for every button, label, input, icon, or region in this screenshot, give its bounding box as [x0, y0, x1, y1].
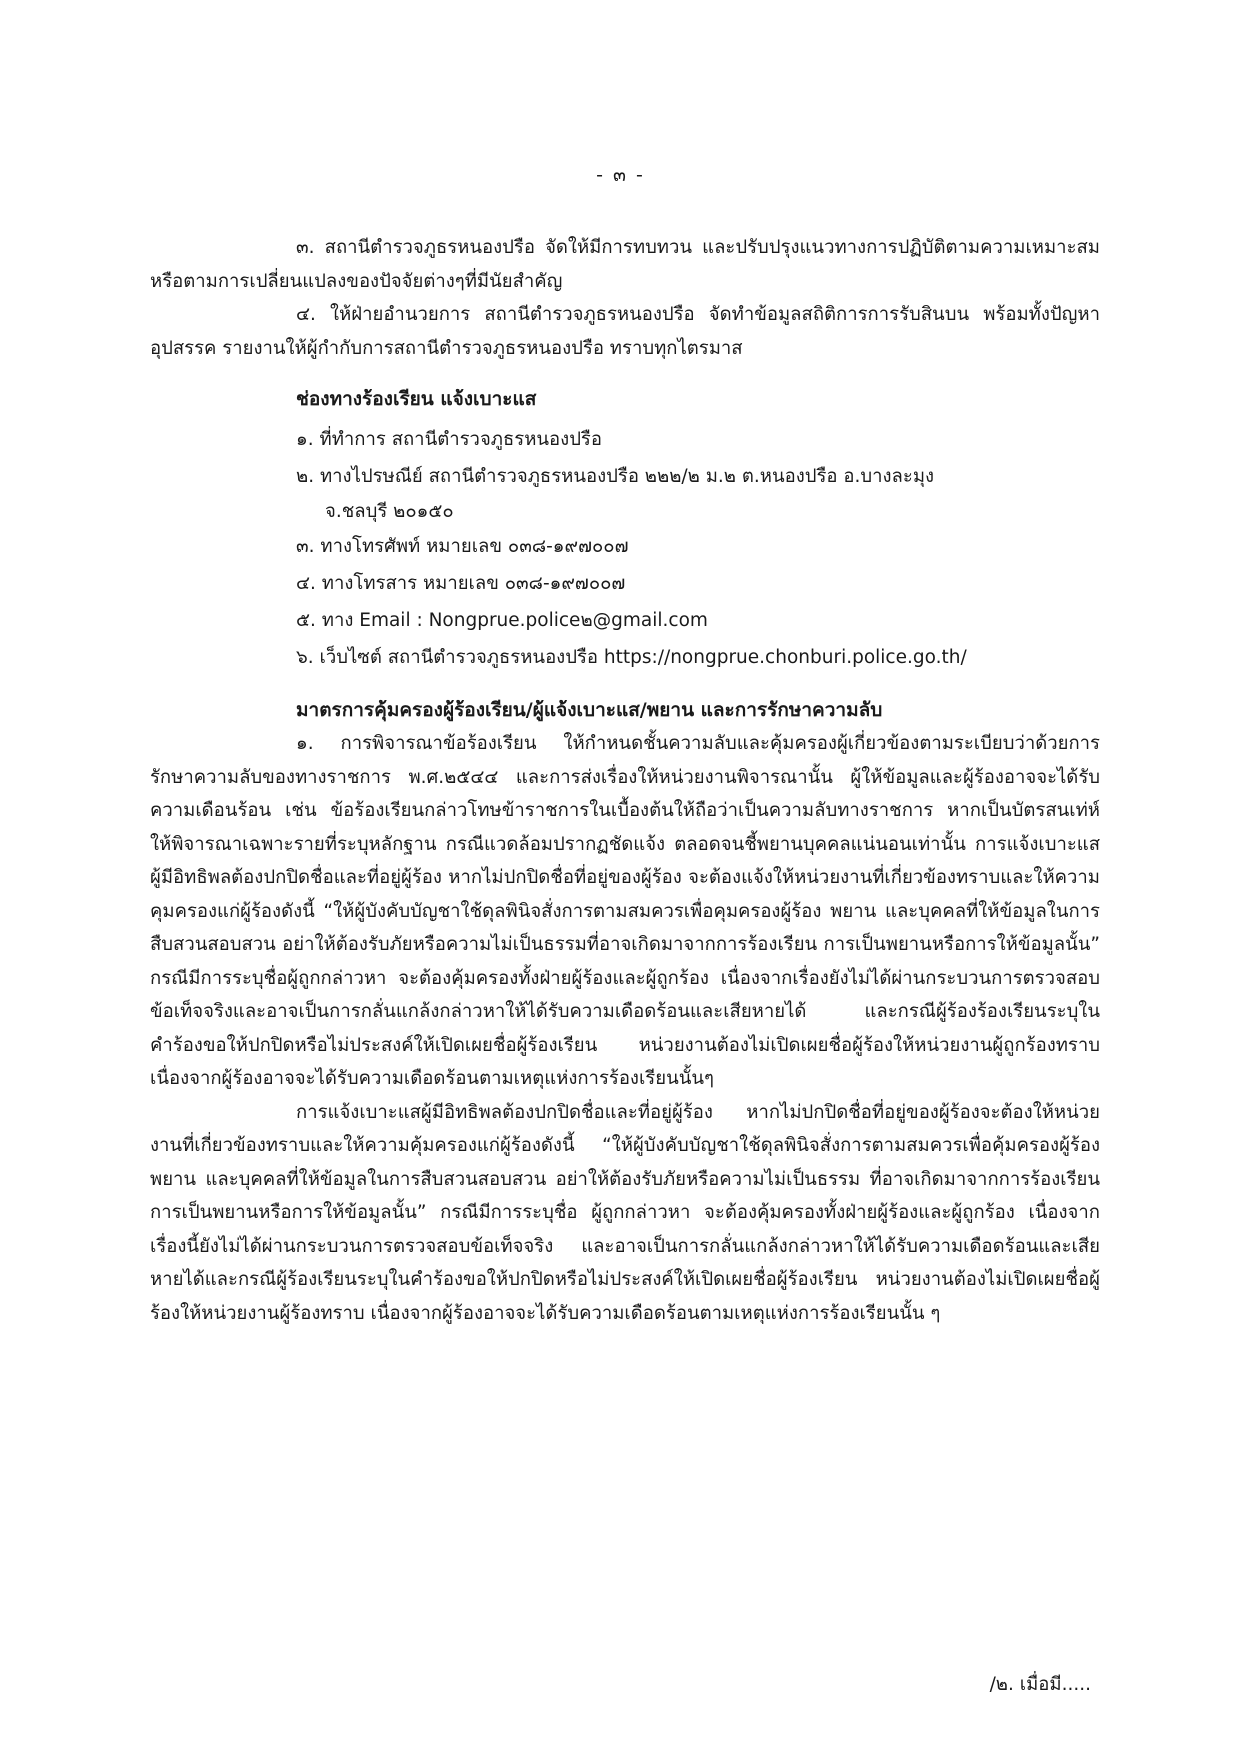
channel-item: ๖. เว็บไซต์ สถานีตำรวจภูธรหนองปรือ https://nongprue.chonburi.police.go.th/ — [296, 646, 967, 668]
intro-paragraph-3: ๓. สถานีตำรวจภูธรหนองปรือ จัดให้มีการทบทวน และปรับปรุงแนวทางการปฏิบัติตามความเหมาะสมหรือตามการเปลี่ยนแปลงของปัจจัยต่างๆที่มีนัยสำคัญ — [150, 237, 1100, 292]
protection-paragraph-2: การแจ้งเบาะแสผู้มีอิทธิพลต้องปกปิดชื่อและที่อยู่ผู้ร้อง หากไม่ปกปิดชื่อที่อยู่ของผู้ร้องจะต้องให้หน่วยงานที่เกี่ยวข้องทราบและให้ความคุ้มครองแก่ผู้ร้องดังนี้ “ให้ผู้บังคับบัญชาใช้ดุลพินิจสั่งการตามสมควรเพื่อคุ้มครองผู้ร้อง พยาน และบุคคลที่ให้ข้อมูลในการสืบสวนสอบสวน อย่าให้ต้องรับภัยหรือความไม่เป็นธรรม ที่อาจเกิดมาจากการร้องเรียน การเป็นพยานหรือการให้ข้อมูลนั้น” กรณีมีการระบุชื่อ ผู้ถูกกล่าวหา จะต้องคุ้มครองทั้งฝ่ายผู้ร้องและผู้ถูกร้อง เนื่องจากเรื่องนี้ยังไม่ได้ผ่านกระบวนการตรวจสอบข้อเท็จจริง และอาจเป็นการกลั่นแกล้งกล่าวหาให้ได้รับความเดือดร้อนและเสียหายได้และกรณีผู้ร้องเรียนระบุในคำร้องขอให้ปกปิดหรือไม่ประสงค์ให้เปิดเผยชื่อผู้ร้องเรียน หน่วยงานต้องไม่เปิดเผยชื่อผู้ร้องให้หน่วยงานผู้ร้องทราบ เนื่องจากผู้ร้องอาจจะได้รับความเดือดร้อนตามเหตุแห่งการร้องเรียนนั้น ๆ — [150, 1101, 1100, 1324]
channels-list — [150, 421, 1100, 676]
intro-paragraph-4: ๔. ให้ฝ่ายอำนวยการ สถานีตำรวจภูธรหนองปรือ จัดทำข้อมูลสถิติการการรับสินบน พร้อมทั้งปัญหา อุปสรรค รายงานให้ผู้กำกับการสถานีตำรวจภูธรหนองปรือ ทราบทุกไตรมาส — [150, 304, 1100, 359]
channels-heading: ช่องทางร้องเรียน แจ้งเบาะแส — [296, 388, 537, 410]
document-body — [150, 231, 1100, 1330]
channel-item: ๕. ทาง Email : Nongprue.police๒@gmail.com — [296, 609, 708, 631]
channel-item: ๒. ทางไปรษณีย์ สถานีตำรวจภูธรหนองปรือ ๒๒๒/๒ ม.๒ ต.หนองปรือ อ.บางละมุง จ.ชลบุรี ๒๐๑๕๐ — [296, 465, 935, 522]
channel-item: ๓. ทางโทรศัพท์ หมายเลข ๐๓๘-๑๙๗๐๐๗ — [296, 535, 629, 557]
protection-heading: มาตรการคุ้มครองผู้ร้องเรียน/ผู้แจ้งเบาะแส/พยาน และการรักษาความลับ — [296, 698, 883, 721]
protection-paragraph-1: ๑. การพิจารณาข้อร้องเรียน ให้กำหนดชั้นความลับและคุ้มครองผู้เกี่ยวข้องตามระเบียบว่าด้วยการ รักษาความลับของทางราชการ พ.ศ.๒๕๔๔ และการส่งเรื่องให้หน่วยงานพิจารณานั้น ผู้ให้ข้อมูลและผู้ร้องอาจจะได้รับความเดือนร้อน เช่น ข้อร้องเรียนกล่าวโทษข้าราชการในเบื้องต้นให้ถือว่าเป็นความลับทางราชการ หากเป็นบัตรสนเท่ห์ ให้พิจารณาเฉพาะรายที่ระบุหลักฐาน กรณีแวดล้อมปรากฏชัดแจ้ง ตลอดจนชี้พยานบุคคลแน่นอนเท่านั้น การแจ้งเบาะแสผู้มีอิทธิพลต้องปกปิดชื่อและที่อยู่ผู้ร้อง หากไม่ปกปิดชื่อที่อยู่ของผู้ร้อง จะต้องแจ้งให้หน่วยงานที่เกี่ยวข้องทราบและให้ความคุมครองแก่ผู้ร้องดังนี้ “ให้ผู้บังคับบัญชาใช้ดุลพินิจสั่งการตามสมควรเพื่อคุมครองผู้ร้อง พยาน และบุคคลที่ให้ข้อมูลในการสืบสวนสอบสวน อย่าให้ต้องรับภัยหรือความไม่เป็นธรรมที่อาจเกิดมาจากการร้องเรียน การเป็นพยานหรือการให้ข้อมูลนั้น” กรณีมีการระบุชื่อผู้ถูกกล่าวหา จะต้องคุ้มครองทั้งฝ่ายผู้ร้องและผู้ถูกร้อง เนื่องจากเรื่องยังไม่ได้ผ่านกระบวนการตรวจสอบข้อเท็จจริงและอาจเป็นการกลั่นแกล้งกล่าวหาให้ได้รับความเดือดร้อนและเสียหายได้ และกรณีผู้ร้องร้องเรียนระบุในคำร้องขอให้ปกปิดหรือไม่ประสงค์ให้เปิดเผยชื่อผู้ร้องเรียน หน่วยงานต้องไม่เปิดเผยชื่อผู้ร้องให้หน่วยงานผู้ถูกร้องทราบ เนื่องจากผู้ร้องอาจจะได้รับความเดือดร้อนตามเหตุแห่งการร้องเรียนนั้นๆ — [150, 733, 1100, 1089]
page-number: - ๓ - — [596, 164, 645, 186]
channel-item: ๔. ทางโทรสาร หมายเลข ๐๓๘-๑๙๗๐๐๗ — [296, 572, 626, 594]
continuation-reference: /๒. เมื่อมี..... — [989, 1674, 1091, 1695]
channel-item: ๑. ที่ทำการ สถานีตำรวจภูธรหนองปรือ — [296, 428, 602, 450]
